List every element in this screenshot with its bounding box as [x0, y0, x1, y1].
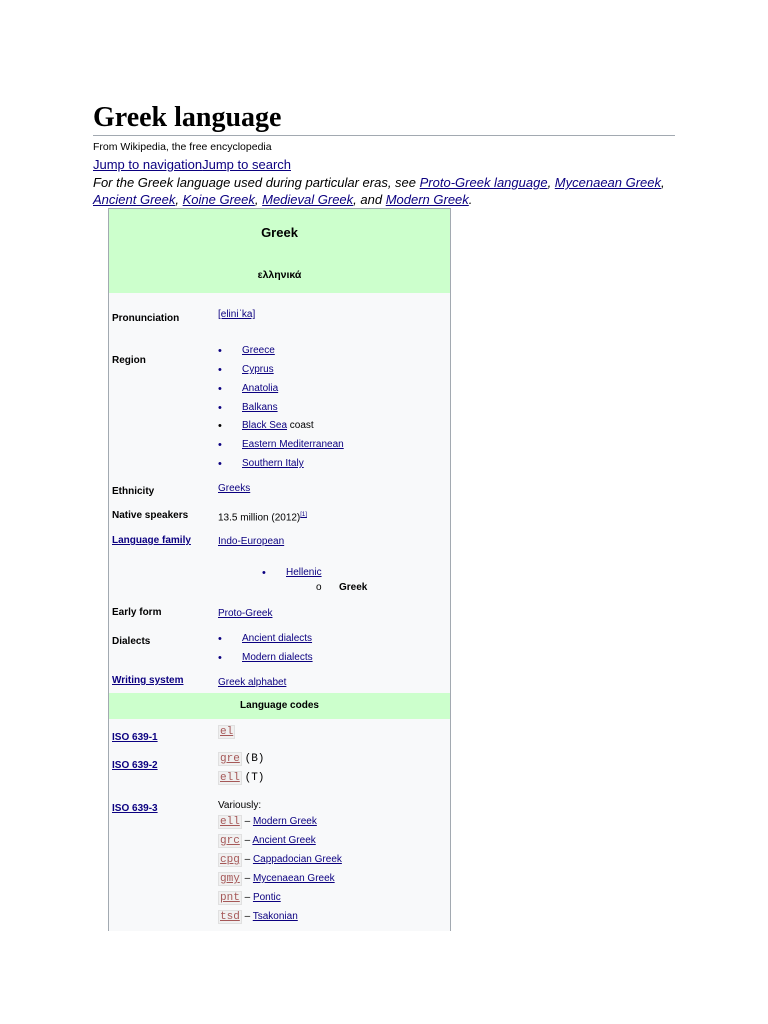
iso-639-2-code-b[interactable]: gre	[220, 753, 240, 765]
label-ethnicity: Ethnicity	[112, 486, 155, 497]
reference-link[interactable]: [1]	[300, 512, 307, 518]
native-speakers-value: 13.5 million (2012)[1]	[218, 512, 307, 524]
label-dialects: Dialects	[112, 636, 151, 647]
iso-639-3-name[interactable]: Tsakonian	[252, 911, 298, 922]
label-early-form: Early form	[112, 607, 162, 618]
hatnote-prefix: For the Greek language used during particular eras, see	[93, 175, 420, 190]
infobox-title: Greek	[261, 225, 298, 240]
iso-639-3-code[interactable]: grc	[220, 835, 240, 847]
sub-bullet: o	[316, 582, 322, 593]
hatnote-link-proto-greek[interactable]: Proto-Greek language	[419, 175, 548, 190]
family-branch-hellenic[interactable]: • Hellenic	[286, 567, 322, 578]
iso-639-3-name[interactable]: Modern Greek	[252, 816, 317, 827]
iso-639-3-code[interactable]: pnt	[220, 892, 240, 904]
iso-639-3-code[interactable]: cpg	[220, 854, 240, 866]
hatnote: For the Greek language used during particular eras, see Proto-Greek language, Mycenaean Greek, Ancient Greek, Koine Greek, Medieval Greek, and Modern Greek.	[93, 175, 665, 207]
iso-639-3-code[interactable]: ell	[220, 816, 240, 828]
iso-639-1-code[interactable]: el	[220, 726, 234, 738]
iso-639-3-entry: gmy – Mycenaean Greek	[220, 873, 335, 885]
infobox-header	[109, 209, 450, 293]
iso-639-2-row-1: gre (B)	[220, 753, 265, 765]
dialect-ancient[interactable]: • Ancient dialects	[242, 633, 312, 644]
black-sea-link[interactable]: Black Sea	[242, 420, 288, 431]
region-item-balkans[interactable]: • Balkans	[242, 402, 278, 413]
early-form-value[interactable]: Proto-Greek	[218, 608, 273, 619]
iso-639-3-name[interactable]: Cappadocian Greek	[252, 854, 342, 865]
region-item-southern-italy[interactable]: • Southern Italy	[242, 458, 304, 469]
iso-639-3-entry: grc – Ancient Greek	[220, 835, 316, 847]
region-item-eastern-mediterranean[interactable]: • Eastern Mediterranean	[242, 439, 344, 450]
iso-639-3-name[interactable]: Mycenaean Greek	[252, 873, 335, 884]
jump-to-search-link[interactable]: Jump to search	[202, 157, 291, 172]
iso-639-3-entry: tsd – Tsakonian	[220, 911, 298, 923]
iso-639-3-entry: ell – Modern Greek	[220, 816, 317, 828]
ethnicity-value[interactable]: Greeks	[218, 483, 251, 494]
jump-links	[93, 156, 675, 173]
language-family-value[interactable]: Indo-European	[218, 536, 285, 547]
region-item-greece[interactable]: • Greece	[242, 345, 275, 356]
label-language-family[interactable]: Language family	[112, 535, 191, 546]
iso-639-3-name[interactable]: Pontic	[252, 892, 281, 903]
language-codes-header: Language codes	[109, 693, 450, 719]
region-item-anatolia[interactable]: • Anatolia	[242, 383, 278, 394]
region-item-black-sea: • Black Sea coast	[242, 420, 314, 431]
iso-639-2-row-2: ell (T)	[220, 772, 265, 784]
iso-639-2-code-t[interactable]: ell	[220, 772, 240, 784]
hatnote-link-medieval[interactable]: Medieval Greek	[262, 192, 354, 207]
label-writing-system[interactable]: Writing system	[112, 675, 184, 686]
jump-to-navigation-link[interactable]: Jump to navigation	[93, 157, 203, 172]
article	[93, 100, 675, 208]
iso-639-3-code[interactable]: gmy	[220, 873, 240, 885]
writing-system-value[interactable]: Greek alphabet	[218, 677, 287, 688]
label-region: Region	[112, 355, 146, 366]
hatnote-link-modern[interactable]: Modern Greek	[385, 192, 469, 207]
iso-639-3-entry: cpg – Cappadocian Greek	[220, 854, 342, 866]
iso-639-3-intro: Variously:	[218, 800, 262, 811]
infobox	[108, 208, 451, 931]
iso-639-3-name[interactable]: Ancient Greek	[252, 835, 316, 846]
label-iso-639-1[interactable]: ISO 639-1	[112, 732, 158, 743]
hatnote-link-ancient[interactable]: Ancient Greek	[93, 192, 176, 207]
label-native-speakers: Native speakers	[112, 510, 189, 521]
label-iso-639-2[interactable]: ISO 639-2	[112, 760, 158, 771]
dialect-modern[interactable]: • Modern dialects	[242, 652, 313, 663]
iso-639-3-entry: pnt – Pontic	[220, 892, 281, 904]
infobox-native-name: ελληνικά	[257, 269, 302, 281]
label-iso-639-3[interactable]: ISO 639-3	[112, 803, 158, 814]
iso-639-1-value	[218, 726, 235, 738]
pronunciation-value[interactable]: [eliniˈka]	[218, 309, 256, 320]
region-item-cyprus[interactable]: • Cyprus	[242, 364, 274, 375]
family-greek: Greek	[339, 582, 368, 593]
tagline: From Wikipedia, the free encyclopedia	[93, 141, 272, 153]
page-title: Greek language	[93, 102, 282, 133]
hatnote-link-koine[interactable]: Koine Greek	[182, 192, 255, 207]
hatnote-link-mycenaean[interactable]: Mycenaean Greek	[554, 175, 662, 190]
label-pronunciation: Pronunciation	[112, 313, 180, 324]
iso-639-3-code[interactable]: tsd	[220, 911, 240, 923]
